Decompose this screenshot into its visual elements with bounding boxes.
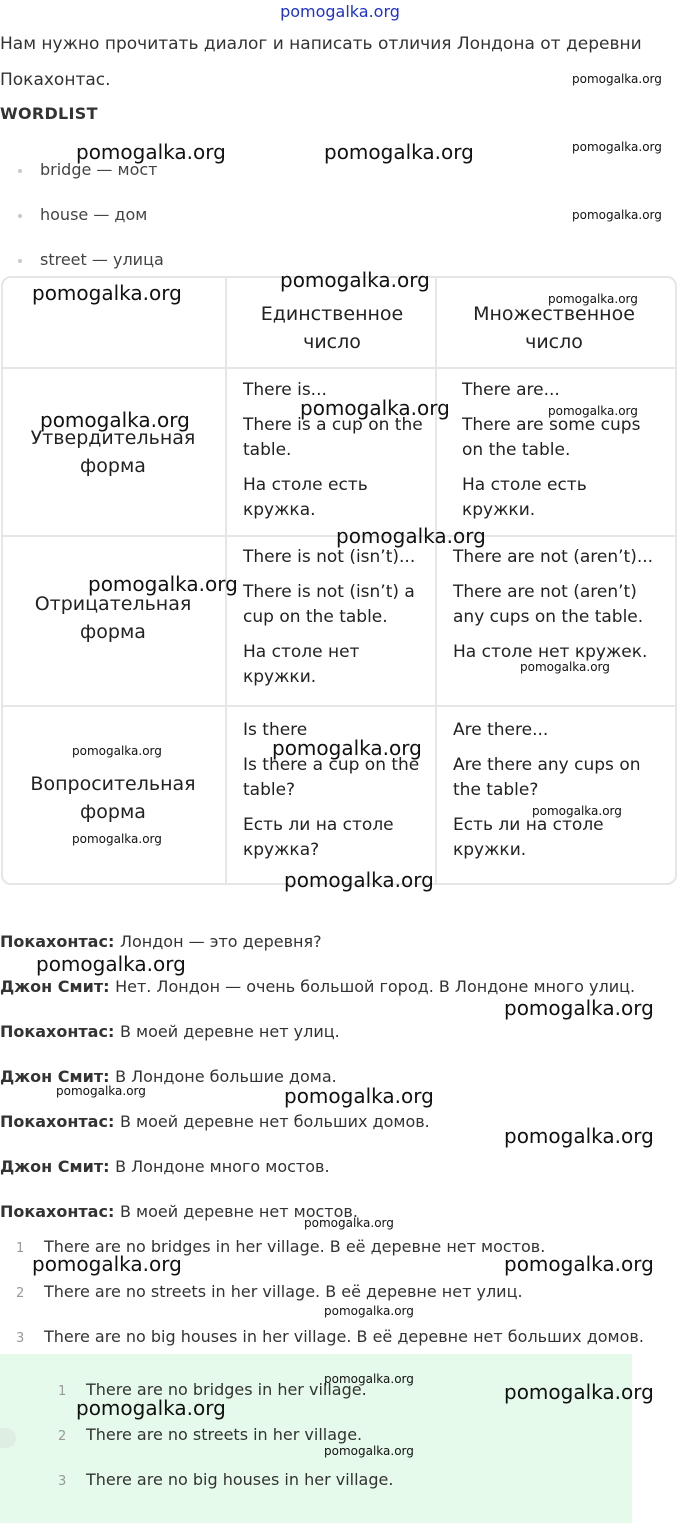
watermark: pomogalka.org (504, 996, 654, 1020)
wordlist-item: street — улица (18, 250, 164, 269)
watermark: pomogalka.org (280, 268, 430, 292)
cell-affirmative-plural: There are... There are some cups on the table. На столе есть кружки. (462, 380, 641, 520)
watermark: pomogalka.org (336, 524, 486, 548)
dialog-line: Покахонтас: Лондон — это деревня? (0, 932, 322, 951)
watermark: pomogalka.org (532, 804, 622, 818)
watermark: pomogalka.org (76, 140, 226, 164)
intro-line-2: Покахонтас. (0, 70, 111, 90)
watermark: pomogalka.org (324, 140, 474, 164)
dialog-line: Покахонтас: В моей деревне нет мостов. (0, 1202, 358, 1221)
watermark: pomogalka.org (520, 660, 610, 674)
watermark: pomogalka.org (324, 1304, 414, 1318)
watermark: pomogalka.org (572, 208, 662, 222)
green-answer-item: 2 There are no streets in her village. (58, 1425, 363, 1444)
watermark: pomogalka.org (572, 140, 662, 154)
green-answer-item: 3 There are no big houses in her village. (58, 1470, 394, 1489)
row-label-negative: Отрицательная форма (34, 593, 192, 643)
cell-question-plural: Are there... Are there any cups on the table? Есть ли на столе кружки. (453, 720, 641, 860)
cell-negative-plural: There are not (aren’t)... There are not (aren’t) any cups on the table. На столе нет кружек. (453, 547, 654, 662)
watermark: pomogalka.org (548, 292, 638, 306)
wordlist-item: bridge — мост (18, 160, 157, 179)
bullet-icon (18, 214, 22, 218)
header-singular: Единственное число (260, 303, 404, 353)
dialog-line: Джон Смит: Нет. Лондон — очень большой город. В Лондоне много улиц. (0, 977, 636, 996)
watermark: pomogalka.org (76, 1396, 226, 1420)
watermark: pomogalka.org (72, 744, 162, 758)
intro-line-1: Нам нужно прочитать диалог и написать отличия Лондона от деревни (0, 34, 642, 54)
row-label-question: Вопросительная форма (30, 773, 196, 823)
watermark: pomogalka.org (32, 1252, 182, 1276)
dialog-line: Покахонтас: В моей деревне нет больших домов. (0, 1112, 430, 1131)
watermark: pomogalka.org (504, 1252, 654, 1276)
watermark: pomogalka.org (300, 396, 450, 420)
answer-item: 1 There are no bridges in her village. В её деревне нет мостов. (16, 1237, 546, 1256)
watermark: pomogalka.org (572, 72, 662, 86)
watermark: pomogalka.org (32, 281, 182, 305)
watermark: pomogalka.org (548, 404, 638, 418)
answer-item: 3 There are no big houses in her village. В её деревне нет больших домов. (16, 1327, 644, 1346)
bullet-icon (18, 169, 22, 173)
answer-item: 2 There are no streets in her village. В её деревне нет улиц. (16, 1282, 523, 1301)
site-link[interactable]: pomogalka.org (280, 2, 400, 21)
watermark: pomogalka.org (72, 832, 162, 846)
watermark: pomogalka.org (324, 1372, 414, 1386)
watermark: pomogalka.org (504, 1124, 654, 1148)
watermark: pomogalka.org (324, 1444, 414, 1458)
wordlist-item: house — дом (18, 205, 147, 224)
wordlist-title: WORDLIST (0, 104, 98, 123)
watermark: pomogalka.org (88, 572, 238, 596)
header-plural: Множественное число (473, 303, 635, 353)
row-label-affirmative: Утвердительная форма (30, 427, 196, 477)
cell-affirmative-singular: There is... There is a cup on the table. На столе есть кружка. (243, 380, 423, 520)
green-answer-item: 1 There are no bridges in her village. (58, 1380, 367, 1399)
bullet-icon (18, 259, 22, 263)
watermark: pomogalka.org (272, 736, 422, 760)
dialog-line: Покахонтас: В моей деревне нет улиц. (0, 1022, 340, 1041)
dialog-line: Джон Смит: В Лондоне много мостов. (0, 1157, 330, 1176)
watermark: pomogalka.org (40, 408, 190, 432)
watermark: pomogalka.org (304, 1216, 394, 1230)
watermark: pomogalka.org (284, 1084, 434, 1108)
dialog-line: Джон Смит: В Лондоне большие дома. (0, 1067, 337, 1086)
watermark: pomogalka.org (284, 868, 434, 892)
watermark: pomogalka.org (36, 952, 186, 976)
cell-negative-singular: There is not (isn’t)... There is not (isn’t) a cup on the table. На столе нет кружки. (243, 547, 416, 687)
watermark: pomogalka.org (56, 1084, 146, 1098)
cell-question-singular: Is there Is there a cup on the table? Есть ли на столе кружка? (243, 720, 420, 860)
watermark: pomogalka.org (504, 1380, 654, 1404)
